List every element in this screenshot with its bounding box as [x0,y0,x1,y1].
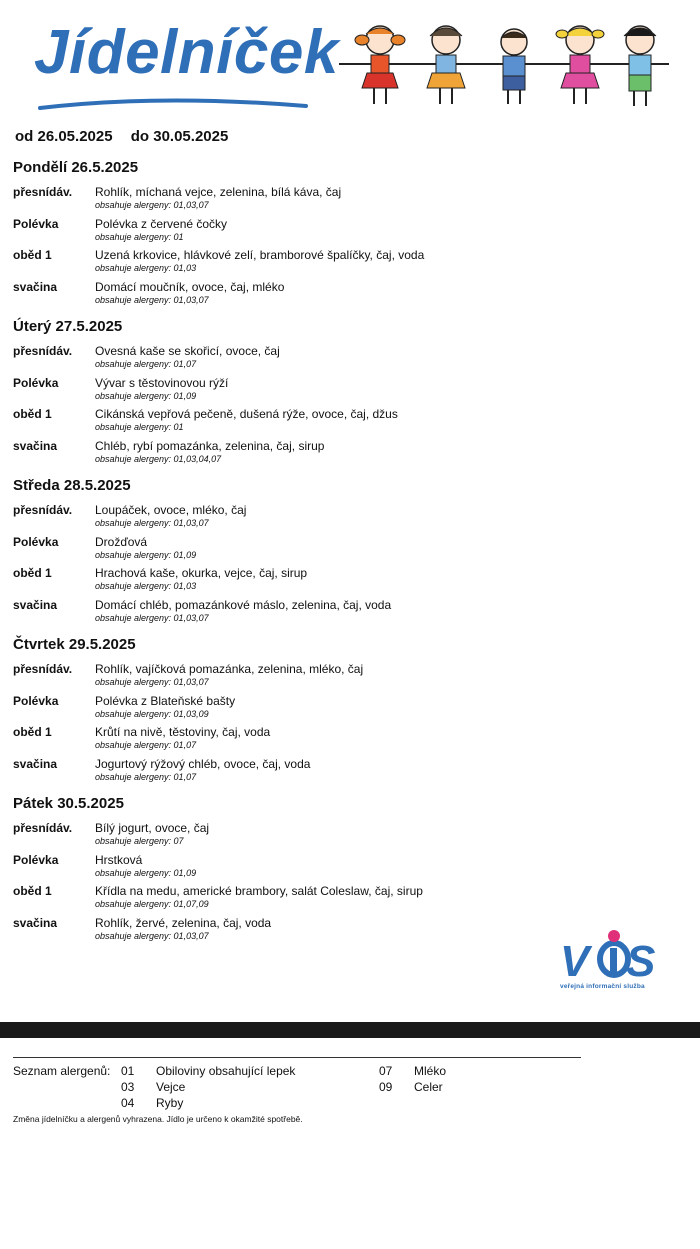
meal-allergens: obsahuje alergeny: 01,09 [95,549,197,560]
meal-label: přesnídáv. [13,662,73,676]
meal-label: oběd 1 [13,407,52,421]
meal-text: Vývar s těstovinovou rýží [95,375,229,390]
allergen-name: Ryby [156,1096,184,1110]
date-from: od 26.05.2025 [15,128,113,145]
meal-allergens: obsahuje alergeny: 01,03,07 [95,677,209,687]
meal-label: oběd 1 [13,566,52,580]
day-title: Pátek 30.5.2025 [13,795,124,812]
meal-allergens: obsahuje alergeny: 07 [95,836,184,846]
meal-row [13,757,673,789]
meal-allergens: obsahuje alergeny: 01,07 [95,359,197,369]
meal-text: Polévka z Blateňské bašty [95,693,236,708]
meal-text: Hrachová kaše, okurka, vejce, čaj, sirup [95,566,308,580]
meal-row [13,853,673,885]
day-title: Čtvrtek 29.5.2025 [13,636,136,653]
weekly-menu [13,157,673,952]
meal-label: přesnídáv. [13,503,73,517]
meal-allergens: obsahuje alergeny: 01,03,07 [95,612,209,623]
menu-title: Jídelníček [34,18,339,87]
meal-label: oběd 1 [13,725,52,739]
legend-label: Seznam alergenů: [13,1064,111,1078]
allergen-name: Vejce [156,1080,186,1094]
meal-row [13,439,673,471]
day-block [13,316,673,470]
day-title: Středa 28.5.2025 [13,477,131,494]
meal-label: oběd 1 [13,884,52,898]
day-block [13,475,673,629]
allergen-name: Obiloviny obsahující lepek [156,1064,296,1078]
meal-row [13,694,673,726]
meal-label: svačina [13,915,58,930]
meal-label: svačina [13,756,58,771]
meal-text: Chléb, rybí pomazánka, zelenina, čaj, sirup [95,438,325,453]
day-block [13,634,673,788]
meal-row [13,248,673,280]
allergen-name: Mléko [414,1064,447,1078]
meal-row [13,344,673,376]
allergen-code: 09 [379,1080,393,1094]
allergen-code: 07 [379,1064,393,1078]
allergen-code: 04 [121,1096,135,1110]
date-range [15,128,242,145]
allergen-name: Celer [414,1080,443,1094]
meal-allergens: obsahuje alergeny: 01,03,07 [95,518,209,528]
day-title: Úterý 27.5.2025 [13,318,123,335]
day-title: Pondělí 26.5.2025 [13,159,139,176]
meal-allergens: obsahuje alergeny: 01,03,07 [95,294,209,305]
meal-text: Drožďová [95,534,148,549]
meal-row [13,185,673,217]
meal-row [13,662,673,694]
meal-row [13,535,673,567]
meal-text: Bílý jogurt, ovoce, čaj [95,821,210,835]
meal-allergens: obsahuje alergeny: 01 [95,422,184,432]
allergen-code: 01 [121,1064,135,1078]
meal-label: přesnídáv. [13,344,73,358]
meal-text: Domácí moučník, ovoce, čaj, mléko [95,279,285,294]
meal-allergens: obsahuje alergeny: 01,07 [95,771,197,782]
meal-text: Jogurtový rýžový chléb, ovoce, čaj, voda [95,756,311,771]
meal-label: svačina [13,597,58,612]
meal-label: oběd 1 [13,248,52,262]
meal-text: Loupáček, ovoce, mléko, čaj [95,503,247,517]
meal-label: Polévka [13,693,59,708]
day-block [13,793,673,947]
meal-allergens: obsahuje alergeny: 01,09 [95,867,197,878]
meal-text: Domácí chléb, pomazánkové máslo, zelenina, čaj, voda [95,597,392,612]
meal-text: Krůtí na nivě, těstoviny, čaj, voda [95,725,271,739]
meal-row [13,217,673,249]
date-to: do 30.05.2025 [130,128,229,145]
meal-text: Křídla na medu, americké brambory, salát Coleslaw, čaj, sirup [95,884,423,898]
meal-allergens: obsahuje alergeny: 01,03 [95,263,197,273]
meal-allergens: obsahuje alergeny: 01,03,07 [95,930,209,941]
meal-text: Hrstková [95,852,143,867]
meal-text: Cikánská vepřová pečeně, dušená rýže, ovoce, čaj, džus [95,407,398,421]
vis-subtitle: veřejná informační služba [560,983,645,990]
divider-bar [0,1022,700,1038]
meal-allergens: obsahuje alergeny: 01,07 [95,740,197,750]
meal-allergens: obsahuje alergeny: 01,07,09 [95,899,209,909]
footer-divider [13,1057,581,1058]
meal-allergens: obsahuje alergeny: 01,03 [95,581,197,591]
meal-row [13,598,673,630]
meal-text: Rohlík, míchaná vejce, zelenina, bílá káva, čaj [95,185,342,199]
title-underline-swoosh [38,96,308,110]
svg-text:S: S [626,937,656,982]
meal-text: Polévka z červené čočky [95,216,228,231]
meal-row [13,566,673,598]
meal-label: svačina [13,279,58,294]
svg-text:V: V [560,937,590,982]
meal-text: Ovesná kaše se skořicí, ovoce, čaj [95,344,280,358]
header [0,0,700,125]
meal-allergens: obsahuje alergeny: 01,03,09 [95,708,209,719]
meal-label: přesnídáv. [13,821,73,835]
meal-text: Uzená krkovice, hlávkové zelí, bramborové špalíčky, čaj, voda [95,248,425,262]
meal-label: přesnídáv. [13,185,73,199]
meal-allergens: obsahuje alergeny: 01 [95,231,184,242]
meal-label: Polévka [13,852,59,867]
meal-allergens: obsahuje alergeny: 01,03,04,07 [95,453,222,464]
meal-row [13,884,673,916]
meal-label: Polévka [13,216,59,231]
meal-row [13,280,673,312]
meal-allergens: obsahuje alergeny: 01,09 [95,390,197,401]
meal-label: Polévka [13,534,59,549]
meal-text: Rohlík, vajíčková pomazánka, zelenina, mléko, čaj [95,662,364,676]
meal-row [13,407,673,439]
meal-row [13,821,673,853]
meal-row [13,725,673,757]
meal-text: Rohlík, žervé, zelenina, čaj, voda [95,915,272,930]
allergen-code: 03 [121,1080,135,1094]
meal-label: Polévka [13,375,59,390]
disclaimer-note: Změna jídelníčku a alergenů vyhrazena. Jídlo je určeno k okamžité spotřebě. [13,1114,303,1124]
children-holding-hands-illustration [334,22,674,122]
meal-row [13,376,673,408]
meal-allergens: obsahuje alergeny: 01,03,07 [95,200,209,210]
meal-row [13,503,673,535]
meal-label: svačina [13,438,58,453]
vis-logo [558,926,658,982]
day-block [13,157,673,311]
